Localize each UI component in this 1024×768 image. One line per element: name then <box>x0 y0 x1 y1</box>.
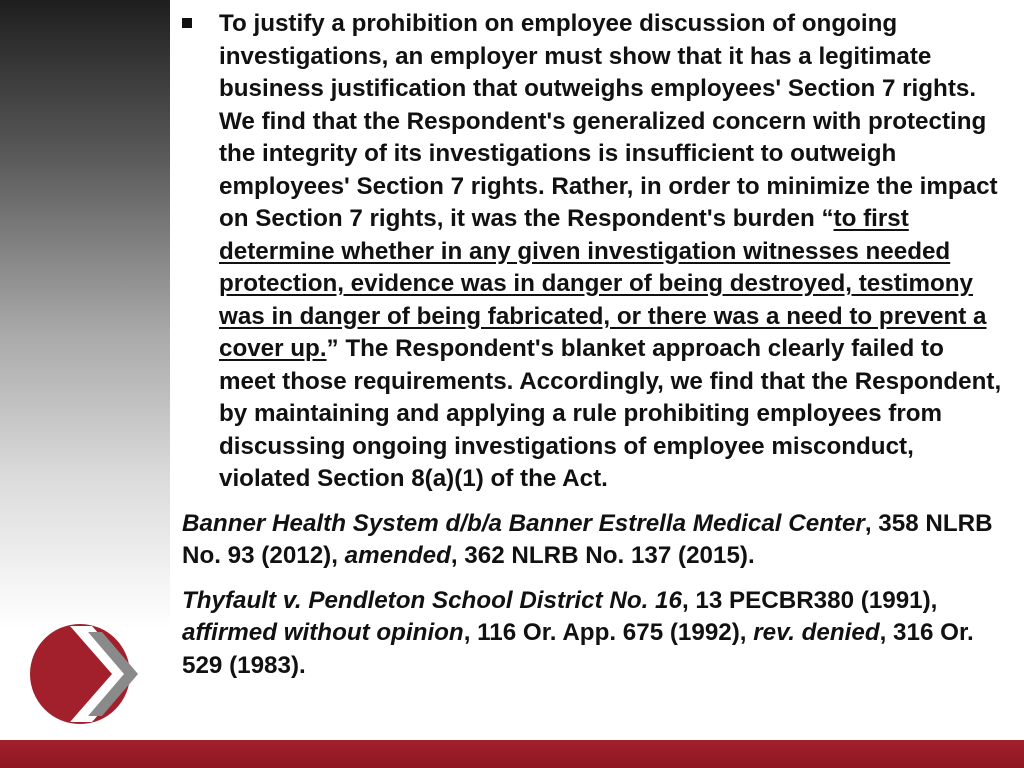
citation2-part3: , 316 Or. 529 (1983). <box>182 619 974 679</box>
bullet-text-after: ” The Respondent's blanket approach clearly failed to meet those requirements. Accordingly, we find that the Respondent, by maintaining and applying a rule prohibiting employees from discussing ongoing investigations of employee misconduct, violated Section 8(a)(1) of the Act. <box>219 335 1002 492</box>
citation1-part1: , 358 NLRB No. 93 (2012), <box>182 509 993 569</box>
citation1-part2: , 362 NLRB No. 137 (2015). <box>450 542 755 569</box>
citation-thyfault <box>182 585 1002 683</box>
citation2-affirmed: affirmed without opinion <box>182 619 464 646</box>
bullet-underlined-quote: to first determine whether in any given investigation witnesses needed protection, evidence was in danger of being destroyed, testimony was in danger of being fabricated, or there was a need to prevent a cover up. <box>219 205 987 362</box>
citation1-amended: amended <box>344 542 451 569</box>
citation2-rev-denied: rev. denied <box>753 619 880 646</box>
bullet-item <box>182 8 1002 496</box>
bullet-text-before: To justify a prohibition on employee discussion of ongoing investigations, an employer must show that it has a legitimate business justification that outweighs employees' Section 7 rights. We find that the Respondent's generalized concern with protecting the integrity of its investigations is insufficient to outweigh employees' Section 7 rights. Rather, in order to minimize the impact on Section 7 rights, it was the Respondent's burden “ <box>219 10 998 232</box>
citation2-part1: , 13 PECBR380 (1991), <box>681 586 951 614</box>
citation1-case-name: Banner Health System d/b/a Banner Estrella Medical Center <box>182 509 865 537</box>
footer-bar <box>0 740 1024 768</box>
logo-icon <box>30 618 142 730</box>
citation-banner-health <box>182 508 1002 573</box>
slide-content <box>182 8 1002 694</box>
citation2-part2: , 116 Or. App. 675 (1992), <box>463 619 754 646</box>
bullet-square-icon <box>182 18 192 28</box>
citation2-case-name: Thyfault v. Pendleton School District No. 16 <box>182 586 682 614</box>
